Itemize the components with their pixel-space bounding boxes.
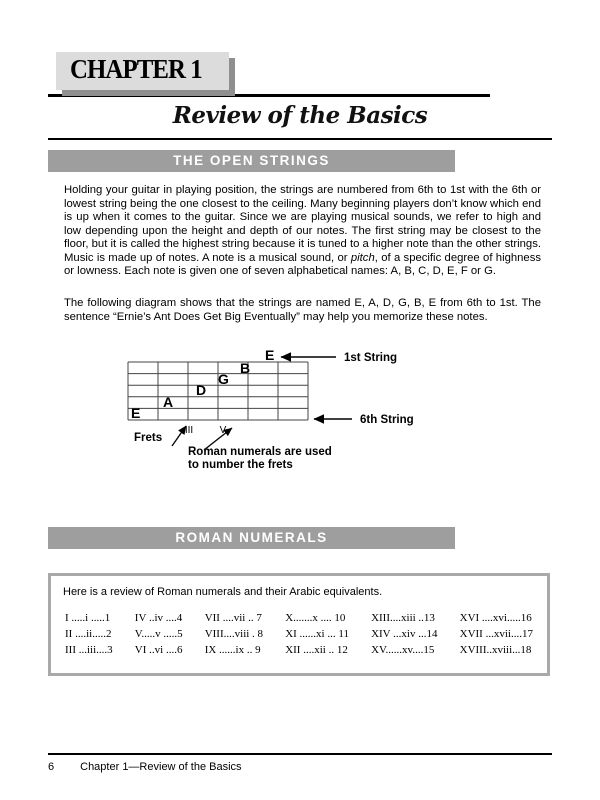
numerals-column-3 xyxy=(205,612,263,656)
divider-rule-top xyxy=(48,94,490,97)
fretboard-diagram xyxy=(118,350,508,487)
numeral-entry: II ....ii.....2 xyxy=(65,628,112,640)
frets-label: Frets xyxy=(134,432,163,444)
numeral-entry: XV......xv....15 xyxy=(371,644,435,656)
sixth-string-label: 6th String xyxy=(360,414,414,426)
note-a: A xyxy=(163,394,174,410)
paragraph-open-strings-2: The following diagram shows that the strings are named E, A, D, G, B, E from 6th to 1st. The sentence “Ernie’s Ant Does Get Big Eventually” may help you memorize these notes. xyxy=(64,297,541,323)
numerals-column-1 xyxy=(65,612,113,656)
roman-numerals-table xyxy=(63,612,535,656)
numeral-entry: XVIII..xviii...18 xyxy=(459,644,532,656)
roman-numerals-intro: Here is a review of Roman numerals and their Arabic equivalents. xyxy=(63,586,383,598)
numeral-entry: XVII ...xvii....17 xyxy=(459,628,533,640)
numerals-column-6 xyxy=(460,612,533,656)
numeral-entry: IV ..iv ....4 xyxy=(134,612,183,624)
note-g: G xyxy=(218,371,229,387)
numeral-entry: XIII....xiii ..13 xyxy=(371,612,435,624)
page-title: Review of the Basics xyxy=(172,102,428,129)
paragraph-open-strings-1 xyxy=(64,184,541,279)
chapter-heading: CHAPTER 1 xyxy=(70,54,202,84)
note-b: B xyxy=(240,360,251,376)
numeral-entry: I .....i .....1 xyxy=(65,612,111,624)
numeral-entry: VII ....vii .. 7 xyxy=(204,612,262,624)
fret-arrow-iii-icon xyxy=(172,426,186,446)
numeral-entry: V.....v .....5 xyxy=(134,628,183,640)
diagram-caption-line2: to number the frets xyxy=(188,459,293,471)
chapter-heading-box xyxy=(56,52,229,90)
diagram-caption-line1: Roman numerals are used xyxy=(188,446,332,458)
first-string-label: 1st String xyxy=(344,352,398,364)
page-number: 6 xyxy=(48,761,55,773)
fret-numeral-v: V xyxy=(219,425,227,436)
numerals-column-5 xyxy=(371,612,437,656)
numeral-entry: XII ....xii .. 12 xyxy=(285,644,348,656)
fret-numeral-iii: III xyxy=(184,425,194,436)
numerals-column-4 xyxy=(285,612,349,656)
paragraph-text: , of a specific degree of highness or lowness. Each note is given one of seven alphabetical names: A, B, C, D, E, F or G. xyxy=(64,251,542,277)
numeral-entry: IX ......ix .. 9 xyxy=(204,644,261,656)
numerals-column-2 xyxy=(135,612,183,656)
paragraph-text: Holding your guitar in playing position, the strings are numbered from 6th to 1st with the 6th or lowest string being the one closest to the ceiling. Many beginning players don’t know which end is up when it comes to the guitar. Since we are playing musical sounds, we refer to high and low depending upon the height and depth of our notes. The first string may be closest to the floor, but it is called the highest string because it is tuned to a higher note than the other strings. Music is made up of notes. A note is a musical sound, or xyxy=(64,184,541,264)
numeral-entry: III ...iii....3 xyxy=(65,644,113,656)
numeral-entry: XI ......xi ... 11 xyxy=(285,628,349,640)
note-e-1st: E xyxy=(265,350,275,363)
roman-numerals-box xyxy=(48,573,550,676)
numeral-entry: X.......x .... 10 xyxy=(285,612,346,624)
section-heading-roman-numerals: ROMAN NUMERALS xyxy=(48,527,455,549)
note-e-6th: E xyxy=(131,405,141,421)
numeral-entry: XIV ...xiv ...14 xyxy=(371,628,438,640)
section-heading-open-strings: THE OPEN STRINGS xyxy=(48,150,455,172)
page-footer xyxy=(48,761,552,773)
pitch-italic-term: pitch xyxy=(350,251,375,264)
numeral-entry: VIII....viii . 8 xyxy=(204,628,264,640)
numeral-entry: VI ..vi ....6 xyxy=(134,644,183,656)
numeral-entry: XVI ....xvi.....16 xyxy=(459,612,532,624)
fretboard-diagram-svg xyxy=(118,350,508,482)
footer-text: Chapter 1—Review of the Basics xyxy=(80,761,242,773)
note-d: D xyxy=(196,382,207,398)
footer-rule xyxy=(48,753,552,755)
divider-rule-title xyxy=(48,138,552,140)
